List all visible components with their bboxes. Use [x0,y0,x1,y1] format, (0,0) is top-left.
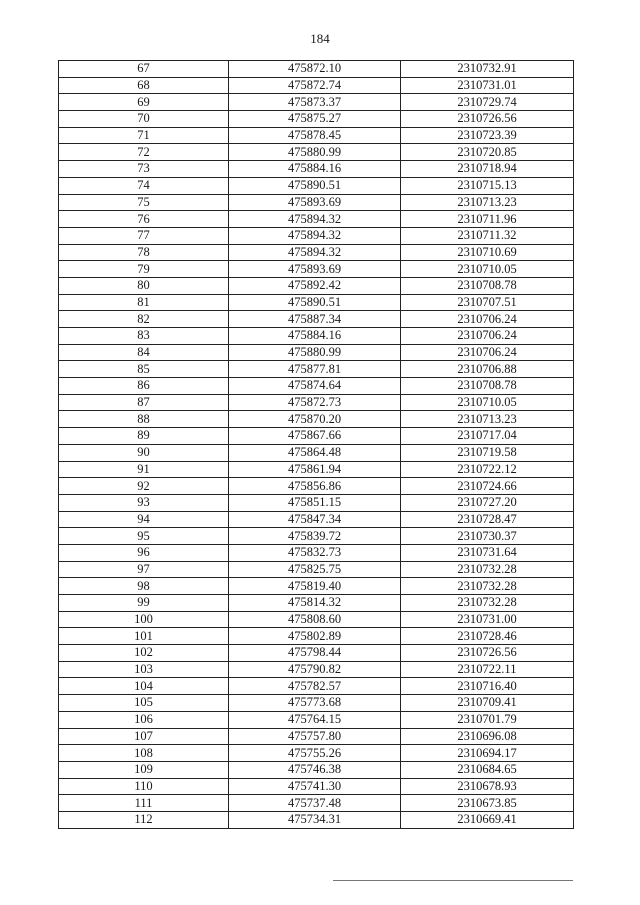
table-row [59,277,574,294]
x-coordinate-cell: 475839.72 [229,528,401,545]
x-coordinate-cell: 475864.48 [229,444,401,461]
table-row [59,528,574,545]
table-row [59,61,574,78]
page-number: 184 [310,31,330,46]
point-number-cell: 74 [59,177,229,194]
x-coordinate-cell: 475893.69 [229,261,401,278]
x-coordinate-cell: 475870.20 [229,411,401,428]
point-number-cell: 76 [59,211,229,228]
y-coordinate-cell: 2310726.56 [401,645,574,662]
y-coordinate-cell: 2310724.66 [401,478,574,495]
table-row [59,678,574,695]
table-row [59,561,574,578]
x-coordinate-cell: 475880.99 [229,344,401,361]
table-row [59,428,574,445]
x-coordinate-cell: 475798.44 [229,645,401,662]
point-number-cell: 88 [59,411,229,428]
x-coordinate-cell: 475872.73 [229,394,401,411]
y-coordinate-cell: 2310706.24 [401,311,574,328]
point-number-cell: 82 [59,311,229,328]
point-number-cell: 107 [59,728,229,745]
point-number-cell: 90 [59,444,229,461]
y-coordinate-cell: 2310717.04 [401,428,574,445]
y-coordinate-cell: 2310722.11 [401,661,574,678]
point-number-cell: 81 [59,294,229,311]
x-coordinate-cell: 475819.40 [229,578,401,595]
x-coordinate-cell: 475746.38 [229,761,401,778]
x-coordinate-cell: 475894.32 [229,244,401,261]
x-coordinate-cell: 475877.81 [229,361,401,378]
table-row [59,611,574,628]
table-row [59,795,574,812]
y-coordinate-cell: 2310726.56 [401,111,574,128]
x-coordinate-cell: 475802.89 [229,628,401,645]
table-row [59,411,574,428]
table-row [59,144,574,161]
point-number-cell: 86 [59,378,229,395]
point-number-cell: 99 [59,595,229,612]
y-coordinate-cell: 2310710.05 [401,261,574,278]
x-coordinate-cell: 475875.27 [229,111,401,128]
point-number-cell: 87 [59,394,229,411]
x-coordinate-cell: 475890.51 [229,177,401,194]
x-coordinate-cell: 475873.37 [229,94,401,111]
x-coordinate-cell: 475851.15 [229,494,401,511]
x-coordinate-cell: 475887.34 [229,311,401,328]
y-coordinate-cell: 2310731.00 [401,611,574,628]
x-coordinate-cell: 475832.73 [229,544,401,561]
table-row [59,177,574,194]
x-coordinate-cell: 475856.86 [229,478,401,495]
y-coordinate-cell: 2310720.85 [401,144,574,161]
point-number-cell: 101 [59,628,229,645]
point-number-cell: 96 [59,544,229,561]
y-coordinate-cell: 2310728.46 [401,628,574,645]
y-coordinate-cell: 2310711.32 [401,227,574,244]
point-number-cell: 73 [59,161,229,178]
table-row [59,111,574,128]
y-coordinate-cell: 2310729.74 [401,94,574,111]
x-coordinate-cell: 475880.99 [229,144,401,161]
y-coordinate-cell: 2310711.96 [401,211,574,228]
y-coordinate-cell: 2310713.23 [401,411,574,428]
point-number-cell: 109 [59,761,229,778]
table-row [59,328,574,345]
y-coordinate-cell: 2310678.93 [401,778,574,795]
table-row [59,211,574,228]
table-row [59,761,574,778]
footer-rule [333,880,573,881]
point-number-cell: 71 [59,127,229,144]
table-row [59,294,574,311]
point-number-cell: 89 [59,428,229,445]
y-coordinate-cell: 2310732.91 [401,61,574,78]
table-row [59,811,574,828]
table-row [59,394,574,411]
x-coordinate-cell: 475757.80 [229,728,401,745]
x-coordinate-cell: 475894.32 [229,211,401,228]
table-row [59,77,574,94]
table-row [59,778,574,795]
table-row [59,494,574,511]
x-coordinate-cell: 475872.74 [229,77,401,94]
y-coordinate-cell: 2310730.37 [401,528,574,545]
point-number-cell: 93 [59,494,229,511]
table-row [59,244,574,261]
y-coordinate-cell: 2310718.94 [401,161,574,178]
table-row [59,661,574,678]
table-row [59,511,574,528]
y-coordinate-cell: 2310719.58 [401,444,574,461]
table-row [59,544,574,561]
x-coordinate-cell: 475741.30 [229,778,401,795]
x-coordinate-cell: 475861.94 [229,461,401,478]
point-number-cell: 102 [59,645,229,662]
x-coordinate-cell: 475884.16 [229,328,401,345]
point-number-cell: 67 [59,61,229,78]
point-number-cell: 92 [59,478,229,495]
point-number-cell: 85 [59,361,229,378]
y-coordinate-cell: 2310732.28 [401,561,574,578]
x-coordinate-cell: 475764.15 [229,711,401,728]
point-number-cell: 79 [59,261,229,278]
table-row [59,444,574,461]
point-number-cell: 91 [59,461,229,478]
table-row [59,311,574,328]
point-number-cell: 70 [59,111,229,128]
table-row [59,745,574,762]
y-coordinate-cell: 2310732.28 [401,595,574,612]
point-number-cell: 106 [59,711,229,728]
table-row [59,578,574,595]
point-number-cell: 69 [59,94,229,111]
y-coordinate-cell: 2310708.78 [401,378,574,395]
y-coordinate-cell: 2310732.28 [401,578,574,595]
x-coordinate-cell: 475737.48 [229,795,401,812]
coordinates-table-body [59,61,574,829]
point-number-cell: 72 [59,144,229,161]
table-row [59,378,574,395]
x-coordinate-cell: 475782.57 [229,678,401,695]
point-number-cell: 95 [59,528,229,545]
y-coordinate-cell: 2310723.39 [401,127,574,144]
point-number-cell: 77 [59,227,229,244]
x-coordinate-cell: 475884.16 [229,161,401,178]
y-coordinate-cell: 2310669.41 [401,811,574,828]
x-coordinate-cell: 475894.32 [229,227,401,244]
table-row [59,645,574,662]
x-coordinate-cell: 475790.82 [229,661,401,678]
table-row [59,461,574,478]
y-coordinate-cell: 2310731.01 [401,77,574,94]
y-coordinate-cell: 2310716.40 [401,678,574,695]
y-coordinate-cell: 2310673.85 [401,795,574,812]
table-row [59,161,574,178]
y-coordinate-cell: 2310706.88 [401,361,574,378]
y-coordinate-cell: 2310684.65 [401,761,574,778]
point-number-cell: 84 [59,344,229,361]
coordinates-table [58,60,574,829]
point-number-cell: 78 [59,244,229,261]
x-coordinate-cell: 475808.60 [229,611,401,628]
point-number-cell: 111 [59,795,229,812]
y-coordinate-cell: 2310727.20 [401,494,574,511]
x-coordinate-cell: 475874.64 [229,378,401,395]
x-coordinate-cell: 475847.34 [229,511,401,528]
y-coordinate-cell: 2310701.79 [401,711,574,728]
point-number-cell: 105 [59,695,229,712]
point-number-cell: 94 [59,511,229,528]
y-coordinate-cell: 2310710.05 [401,394,574,411]
table-row [59,728,574,745]
y-coordinate-cell: 2310710.69 [401,244,574,261]
x-coordinate-cell: 475878.45 [229,127,401,144]
y-coordinate-cell: 2310707.51 [401,294,574,311]
x-coordinate-cell: 475734.31 [229,811,401,828]
table-row [59,361,574,378]
x-coordinate-cell: 475892.42 [229,277,401,294]
point-number-cell: 104 [59,678,229,695]
point-number-cell: 103 [59,661,229,678]
x-coordinate-cell: 475755.26 [229,745,401,762]
y-coordinate-cell: 2310713.23 [401,194,574,211]
y-coordinate-cell: 2310696.08 [401,728,574,745]
table-row [59,628,574,645]
y-coordinate-cell: 2310706.24 [401,344,574,361]
table-row [59,194,574,211]
y-coordinate-cell: 2310731.64 [401,544,574,561]
table-row [59,344,574,361]
y-coordinate-cell: 2310722.12 [401,461,574,478]
y-coordinate-cell: 2310706.24 [401,328,574,345]
y-coordinate-cell: 2310694.17 [401,745,574,762]
point-number-cell: 100 [59,611,229,628]
y-coordinate-cell: 2310709.41 [401,695,574,712]
x-coordinate-cell: 475825.75 [229,561,401,578]
point-number-cell: 110 [59,778,229,795]
y-coordinate-cell: 2310728.47 [401,511,574,528]
x-coordinate-cell: 475872.10 [229,61,401,78]
point-number-cell: 112 [59,811,229,828]
table-row [59,595,574,612]
x-coordinate-cell: 475893.69 [229,194,401,211]
table-row [59,695,574,712]
x-coordinate-cell: 475773.68 [229,695,401,712]
y-coordinate-cell: 2310708.78 [401,277,574,294]
point-number-cell: 83 [59,328,229,345]
table-row [59,711,574,728]
point-number-cell: 108 [59,745,229,762]
table-row [59,478,574,495]
x-coordinate-cell: 475814.32 [229,595,401,612]
table-row [59,261,574,278]
point-number-cell: 75 [59,194,229,211]
point-number-cell: 98 [59,578,229,595]
table-row [59,227,574,244]
x-coordinate-cell: 475867.66 [229,428,401,445]
table-row [59,94,574,111]
y-coordinate-cell: 2310715.13 [401,177,574,194]
point-number-cell: 68 [59,77,229,94]
point-number-cell: 97 [59,561,229,578]
x-coordinate-cell: 475890.51 [229,294,401,311]
table-row [59,127,574,144]
point-number-cell: 80 [59,277,229,294]
